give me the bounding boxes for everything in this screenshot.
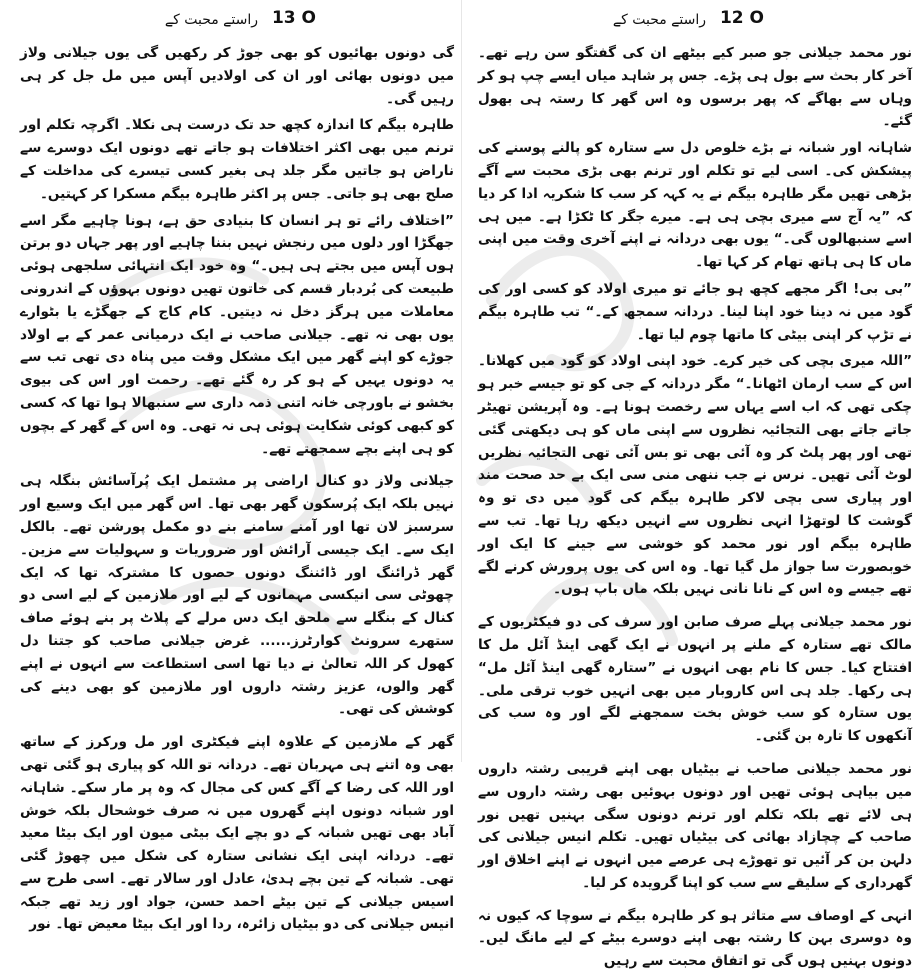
right-page xyxy=(472,0,916,970)
paragraph: نور محمد جیلانی پہلے صرف صابن اور سرف کی دو فیکٹریوں کے مالک تھے ستارہ کے ملنے پر انہوں نے ایک گھی اینڈ آئل مل کا افتتاح کیا۔ جس کا نام بھی انہوں نے ”ستارہ گھی اینڈ آئل مل“ ہی رکھا۔ جلد ہی اس کاروبار میں بھی انہیں خوب ترقی ملی۔ یوں ستارہ کو سب خوش بخت سمجھنے لگے اور وہ سب کی آنکھوں کا تارہ بن گئی۔ xyxy=(478,614,912,745)
page-header xyxy=(14,6,458,32)
left-page xyxy=(14,0,458,933)
paragraph: شاہانہ اور شبانہ نے بڑے خلوص دل سے ستارہ کو پالنے پوسنے کی پیشکش کی۔ اسی لیے تو تکلم اور ترنم بھی بڑی محبت سے آگے بڑھی تھیں مگر طاہرہ بیگم نے یہ کہہ کر سب کا شکریہ ادا کر دیا کہ ”یہ آج سے میری بچی ہی ہے۔ میرے جگر کا ٹکڑا ہے۔ میں ہی اسے سنبھالوں گی۔“ یوں بھی دردانہ نے اپنے آخری وقت میں اپنی ماں کا ہی ہاتھ تھام کر کہا تھا۔ xyxy=(478,140,912,271)
paragraph: انہی کے اوصاف سے متاثر ہو کر طاہرہ بیگم نے سوچا کہ کیوں نہ وہ دوسری بہن کا رشتہ بھی اپنے دوسرے بیٹے کے لیے مانگ لیں۔ دونوں بہنیں ہوں گی تو اتفاق محبت سے رہیں xyxy=(478,907,912,970)
paragraph: گھر کے ملازمین کے علاوہ اپنے فیکٹری اور مل ورکرز کے ساتھ بھی وہ اتنے ہی مہربان تھے۔ دردانہ تو اللہ کو پیاری ہو گئی تھی اور اللہ کی رضا کے آگے کس کی مجال کہ وہ پر مار سکے۔ شاہانہ اور شبانہ دونوں اپنے گھروں میں نہ صرف خوشحال بلکہ خوش آباد بھی تھیں شبانہ کے دو بچے ایک بیٹی میون اور ایک بیٹا معید تھے۔ دردانہ اپنی ایک نشانی ستارہ کی شکل میں چھوڑ گئی تھی۔ شبانہ کے تین بچے ہدیٰ، عادل اور سالار تھے۔ اسی طرح سے اسیس جیلانی کے تین بیٹے احمد حسن، جواد اور زید تھے جبکہ انیس جیلانی کی دو بیٹیاں زائرہ، ردا اور ایک بیٹا معیض تھا۔ نور xyxy=(20,734,454,933)
page-gutter xyxy=(461,0,462,762)
paragraph: ”بی بی! اگر مجھے کچھ ہو جائے تو میری اولاد کو کسی اور کی گود میں نہ دینا خود اپنا لینا۔ دردانہ سمجھ کے۔“ تب طاہرہ بیگم نے تڑپ کر اپنی بیٹی کا ماتھا چوم لیا تھا۔ xyxy=(478,280,912,343)
paragraph: جیلانی ولاز دو کنال اراضی پر مشتمل ایک پُرآسائش بنگلہ ہی نہیں بلکہ ایک پُرسکون گھر بھی تھا۔ اس گھر میں ایک وسیع اور سرسبز لان تھا اور آمنے سامنے بنے دو مکمل پورشن تھے۔ بالکل ایک سے۔ ایک جیسی آرائش اور ضروریات و سہولیات سے مزین۔ گھر ڈرائنگ اور ڈائننگ دونوں حصوں کا مشترکہ تھا کہ ایک چھوٹی سی انیکسی مہمانوں کے لیے اور ملازمین کے لیے اسی دو کنال کے بنگلے سے ملحق ایک دس مرلے کے پلاٹ پر بنے ہوئے صاف ستھرے سرونٹ کوارٹرز...... غرض جیلانی صاحب کو جتنا دل کھول کر اللہ تعالیٰ نے دیا تھا اسی استطاعت سے انہوں نے اپنے گھر والوں، عزیز رشتہ داروں اور ملازمین کو بھی دینے کی کوشش کی تھی۔ xyxy=(20,473,454,718)
paragraph: ”اللہ میری بچی کی خیر کرے۔ خود اپنی اولاد کو گود میں کھلانا۔ اس کے سب ارمان اٹھانا۔“ مگر دردانہ کے جی کو تو جیسے خبر ہو چکی تھی کہ اب اسے یہاں سے رخصت ہونا ہے۔ وہ آپریشن تھیٹر جاتے جاتے بھی التجائیہ نظروں سے اپنی ماں کو ہی دیکھتی گئی تھی اور پھر پلٹ کر وہ آئی بھی تو بس آئی تھی التجائیہ نظریں لوٹ آئی تھیں۔ نرس نے جب ننھی منی سی ایک بے حد صحت مند اور پیاری سی بچی لاکر طاہرہ بیگم کی گود میں دی تو وہ گوشت کا لوتھڑا انہی نظروں سے انہیں دیکھ رہا تھا۔ تب سے طاہرہ بیگم اور نور محمد کو خوشی سے جینے کا ایک اور خوبصورت سا جواز مل گیا تھا۔ وہ اس کی یوں پرورش کرنے لگے تھے جیسے وہ اس کے نانا نانی نہیں بلکہ ماں باپ ہوں۔ xyxy=(478,353,912,598)
paragraph: نور محمد جیلانی صاحب نے بیٹیاں بھی اپنے قریبی رشتہ داروں میں بیاہی ہوئی تھیں اور دونوں بہوئیں بھی رشتہ داروں سے ہی لائے تھے بلکہ تکلم اور ترنم دونوں سگی بہنیں تھیں نور صاحب کے چچازاد بھائی کی بیٹیاں تھیں۔ تکلم انیس جیلانی کی دلہن بن کر آئیں تو تھوڑے ہی عرصے میں انہوں نے اپنے اخلاق اور گھرداری کے سلیقے سے سب کو اپنا گرویدہ کر لیا۔ xyxy=(478,760,912,891)
running-title: راستے محبت کے xyxy=(164,12,258,28)
page-header xyxy=(472,6,916,32)
ornament-circle-icon: O xyxy=(749,8,764,28)
page-body xyxy=(20,42,454,933)
paragraph: طاہرہ بیگم کا اندازہ کچھ حد تک درست ہی نکلا۔ اگرچہ تکلم اور ترنم میں بھی اکثر اختلافات ہو جاتے تھے دونوں ایک دوسرے سے ناراض ہو جاتیں مگر جلد ہی بغیر کسی تیسرے کی مداخلت کے صلح بھی ہو جاتی۔ جس پر اکثر طاہرہ بیگم مسکرا کر کہتیں۔ xyxy=(20,117,454,202)
page-body xyxy=(478,42,912,970)
page-number: 13 O xyxy=(271,8,316,28)
paragraph: گی دونوں بھائیوں کو بھی جوڑ کر رکھیں گی یوں جیلانی ولاز میں دونوں بھائی اور ان کی اولادیں آپس میں مل جل کر ہی رہیں گی۔ xyxy=(20,45,454,107)
running-title: راستے محبت کے xyxy=(612,12,706,28)
paragraph: ”اختلاف رائے تو ہر انسان کا بنیادی حق ہے، ہونا چاہیے مگر اسے جھگڑا اور دلوں میں رنجش نہیں بننا چاہیے اور پھر جہاں دو برتن ہوں آپس میں بجتے ہی ہیں۔“ وہ خود ایک انتہائی سلجھی ہوئی طبیعت کی بُردبار قسم کی خاتون تھیں دونوں بہوؤں کے اندرونی معاملات میں ہرگز دخل نہ دیتیں۔ کام کاج کے جھگڑے یا بٹوارے یوں بھی نہ تھے۔ جیلانی صاحب نے ایک درمیانی عمر کے بے اولاد جوڑے کو اپنے گھر میں ایک مشکل وقت میں پناہ دی تھی تب سے یہ دونوں یہیں کے ہو کر رہ گئے تھے۔ رحمت اور اس کی بیوی بخشو نے باورچی خانہ اتنی ذمہ داری سے سنبھالا ہوا تھا کہ کسی کو کبھی کوئی شکایت ہوئی ہی نہ تھی۔ وہ اس کے گھر کے بچوں کو ہی اپنے بچے سمجھتے تھے۔ xyxy=(20,212,454,457)
page-number: 12 O xyxy=(719,8,764,28)
paragraph: نور محمد جیلانی جو صبر کیے بیٹھے ان کی گفتگو سن رہے تھے۔ آخر کار بحث سے بول ہی پڑے۔ جس پر شاہد میاں ایسے چپ ہو کر وہاں سے بھاگے کہ پھر برسوں وہ اس گھر کا رستہ ہی بھول گئے۔ xyxy=(478,45,912,130)
ornament-circle-icon: O xyxy=(301,8,316,28)
